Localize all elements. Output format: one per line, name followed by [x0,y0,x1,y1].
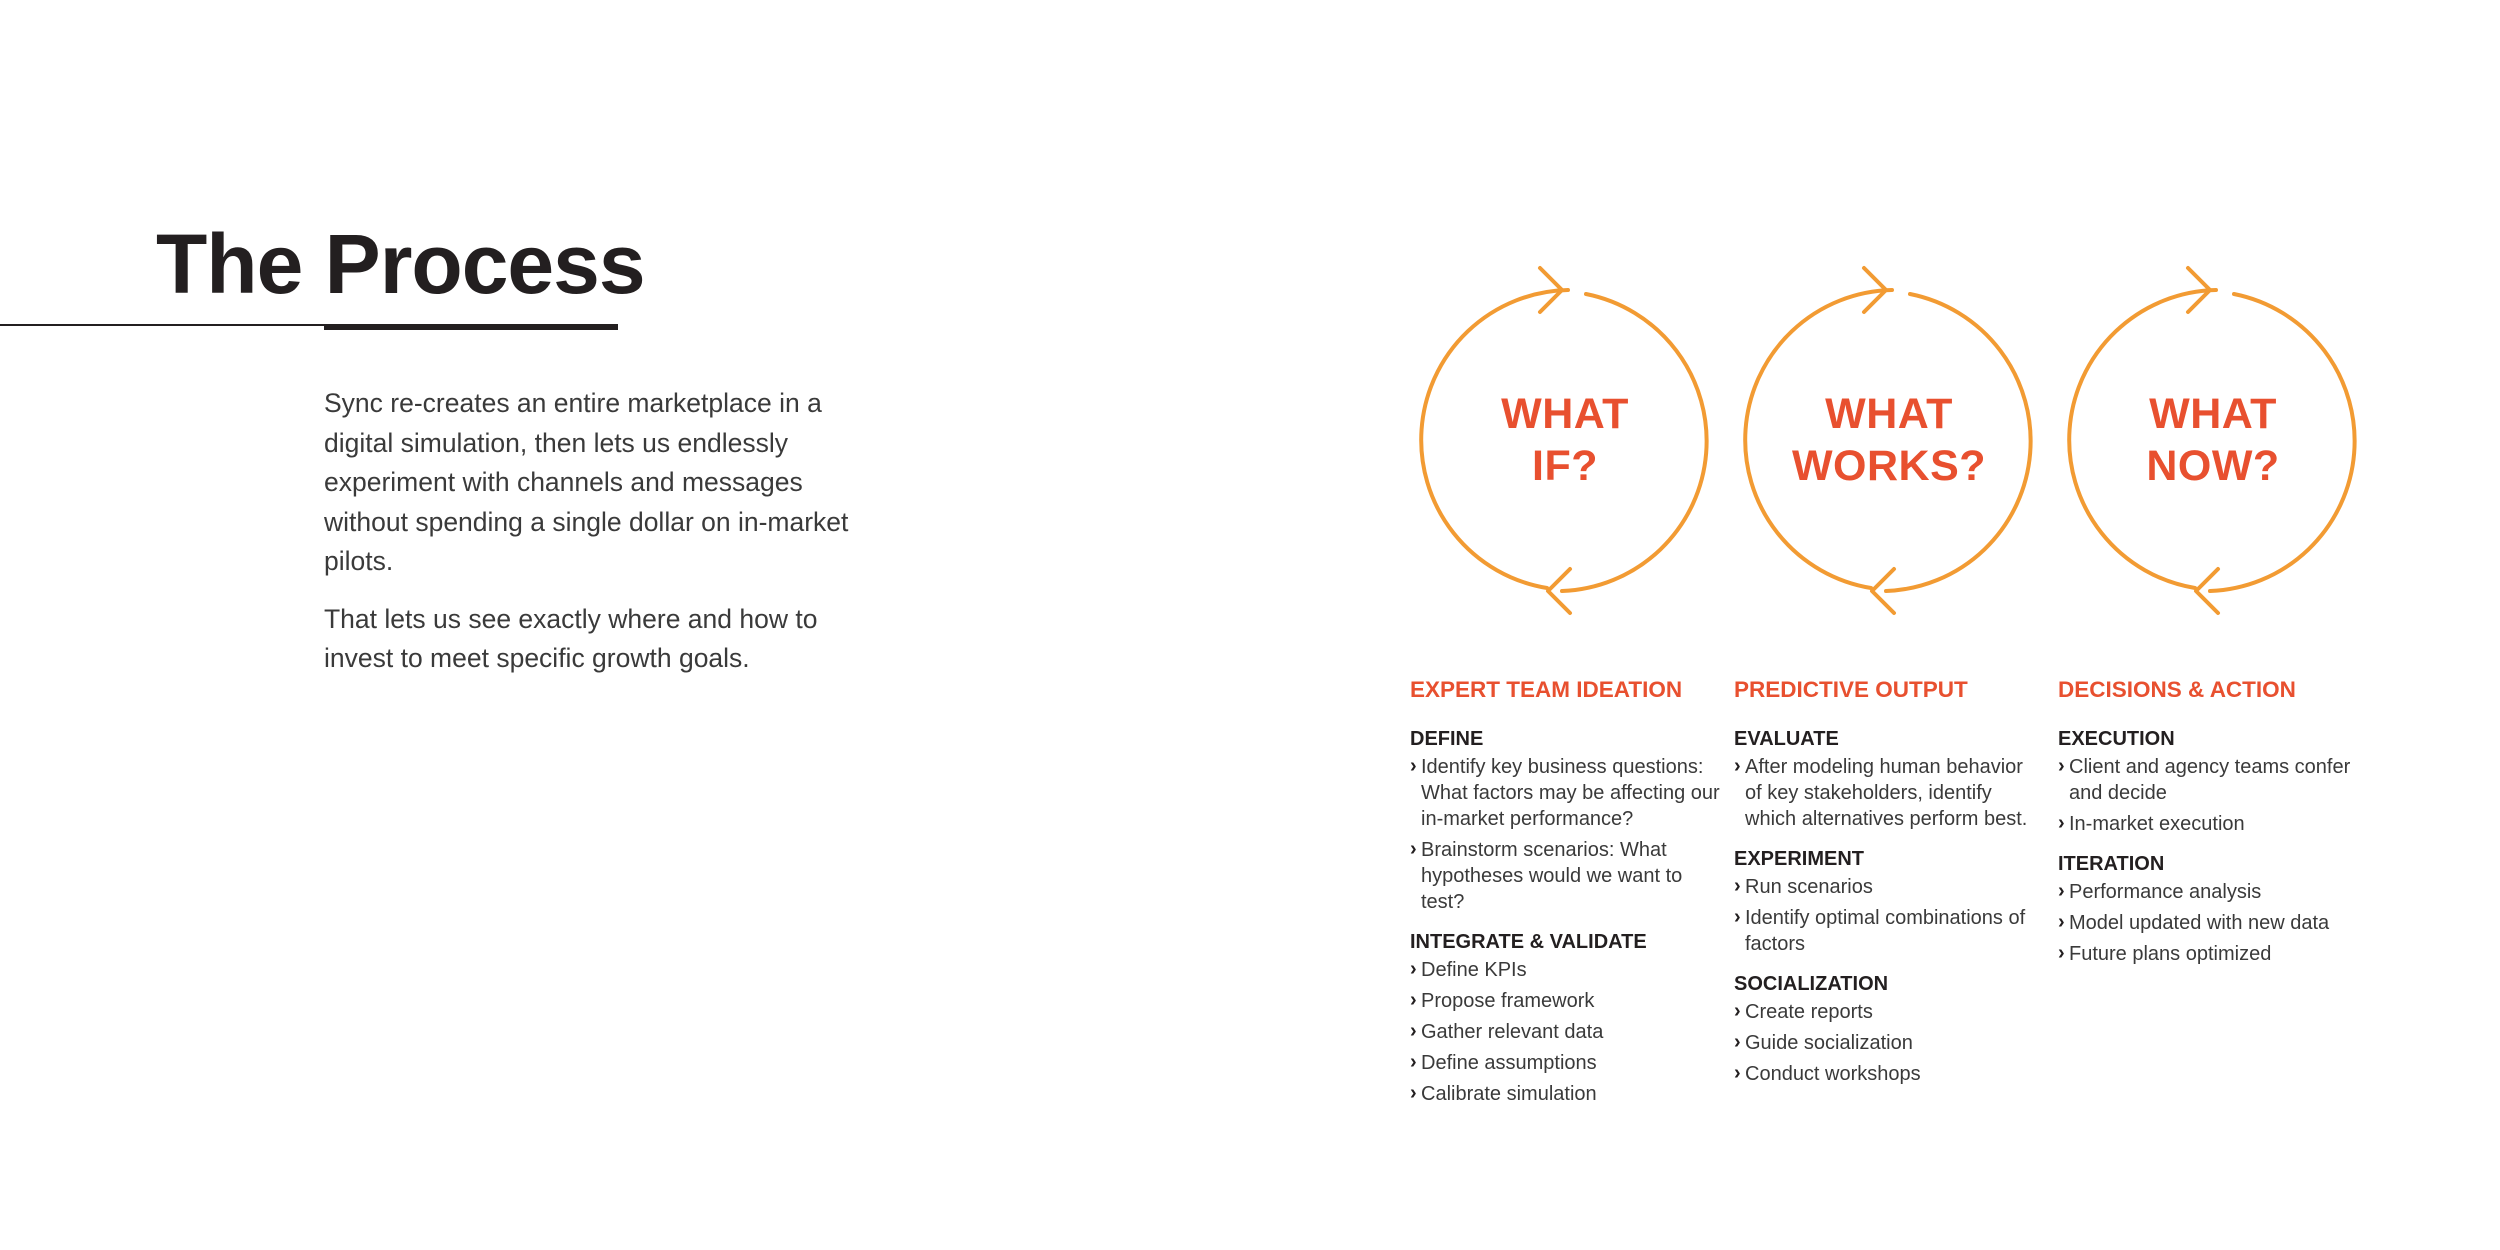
list-item: › Conduct workshops [1734,1061,2044,1087]
column-title: DECISIONS & ACTION [2058,677,2296,702]
list-item: › Performance analysis [2058,879,2368,905]
list-item: › After modeling human behavior of key stakeholders, identify which alternatives perform best. [1734,754,2044,832]
list-item: › In-market execution [2058,811,2368,837]
column-decisions-action [2058,676,2368,981]
column-title: EXPERT TEAM IDEATION [1410,677,1683,702]
intro-paragraph: That lets us see exactly where and how to invest to meet specific growth goals. [324,603,818,673]
section-heading: ITERATION [2058,853,2165,875]
bullet-list [1410,754,1720,915]
section-heading: DEFINE [1410,728,1484,750]
list-item: › Identify key business questions: What factors may be affecting our in-market performance? [1410,754,1720,832]
bullet-list [1734,999,2044,1087]
intro-text [324,384,864,697]
bullet-list [1410,957,1720,1107]
list-item: › Propose framework [1410,988,1720,1014]
cycle-label: WHAT WORKS? [1791,390,1987,490]
column-title: PREDICTIVE OUTPUT [1734,677,1968,702]
list-item: › Calibrate simulation [1410,1081,1720,1107]
bullet-list [2058,754,2368,837]
section-heading: SOCIALIZATION [1734,973,1889,995]
intro-paragraph: Sync re-creates an entire marketplace in a digital simulation, then lets us endlessly experiment with channels and messages without spending a single dollar on in-market pilots. [324,388,849,576]
title-underline-accent [324,324,618,330]
list-item: › Guide socialization [1734,1030,2044,1056]
cycle-what-if [1400,258,1730,628]
list-item: › Gather relevant data [1410,1019,1720,1045]
section-heading: EXECUTION [2058,728,2175,750]
list-item: › Define assumptions [1410,1050,1720,1076]
list-item: › Brainstorm scenarios: What hypotheses would we want to test? [1410,837,1720,915]
cycle-what-now [2048,258,2378,628]
cycle-label: WHAT IF? [1501,390,1629,490]
bullet-list [1734,874,2044,957]
list-item: › Run scenarios [1734,874,2044,900]
cycle-what-works [1724,258,2054,628]
cycle-label: WHAT NOW? [2146,390,2280,490]
section-heading: EXPERIMENT [1734,848,1865,870]
list-item: › Future plans optimized [2058,941,2368,967]
column-expert-team-ideation [1410,676,1720,1121]
section-heading: EVALUATE [1734,728,1839,750]
list-item: › Create reports [1734,999,2044,1025]
list-item: › Identify optimal combinations of factors [1734,905,2044,957]
column-predictive-output [1734,676,2044,1101]
list-item: › Model updated with new data [2058,910,2368,936]
list-item: › Client and agency teams confer and decide [2058,754,2368,806]
bullet-list [1734,754,2044,832]
page-title: The Process [156,217,645,311]
bullet-list [2058,879,2368,967]
list-item: › Define KPIs [1410,957,1720,983]
section-heading: INTEGRATE & VALIDATE [1410,931,1647,953]
